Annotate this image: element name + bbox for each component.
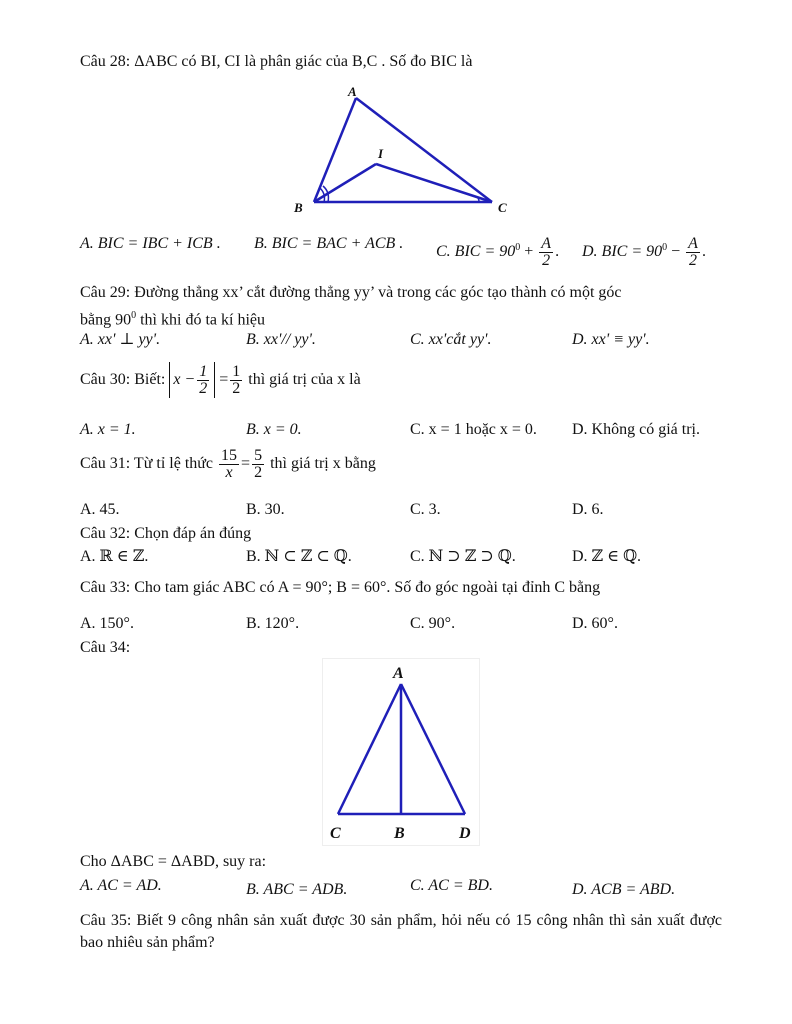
q28-option-d-fraction xyxy=(686,236,700,269)
q30-den1: 2 xyxy=(199,380,208,398)
q30-fraction-1 xyxy=(197,364,209,397)
q34-option-c[interactable]: C. AC = BD. xyxy=(410,877,493,894)
q28-option-a[interactable]: A. BIC = IBC + ICB . xyxy=(80,235,221,252)
q30-num1: 1 xyxy=(199,363,208,381)
q28-option-d-num: A xyxy=(688,235,698,252)
q30-stem-pre: Câu 30: Biết: xyxy=(80,371,166,388)
q34-label-b: B xyxy=(394,825,405,842)
q34-triangle-figure xyxy=(322,658,480,846)
q28-option-d[interactable] xyxy=(582,236,706,269)
q32-option-b[interactable]: B. ℕ ⊂ ℤ ⊂ ℚ. xyxy=(246,548,352,565)
q28-label-c: C xyxy=(498,200,507,215)
q28-option-d-op: − xyxy=(667,243,685,261)
q28-bisector-ci xyxy=(376,164,492,202)
q28-option-c-den: 2 xyxy=(542,252,551,269)
q28-angle-mark-b xyxy=(320,188,325,202)
q30-num2: 1 xyxy=(232,362,241,380)
q28-option-d-prefix: D. BIC = 90 xyxy=(582,243,663,261)
q29-stem-line2-pre: bằng 90 xyxy=(80,311,132,329)
q28-triangle-figure xyxy=(288,82,518,218)
q30-option-a[interactable]: A. x = 1. xyxy=(80,421,136,438)
q31-option-b[interactable]: B. 30. xyxy=(246,501,285,518)
q31-stem-post: thì giá trị x bằng xyxy=(270,455,376,472)
q31-stem xyxy=(80,446,376,482)
q29-option-d[interactable]: D. xx' ≡ yy'. xyxy=(572,331,650,348)
q28-label-a: A xyxy=(348,84,357,99)
q31-den1: x xyxy=(225,463,233,481)
q31-option-c[interactable]: C. 3. xyxy=(410,501,441,518)
q30-option-d[interactable]: D. Không có giá trị. xyxy=(572,421,700,438)
q29-option-a[interactable]: A. xx' ⊥ yy'. xyxy=(80,331,161,348)
q28-stem: Câu 28: ΔABC có BI, CI là phân giác của B,C . Số đo BIC là xyxy=(80,53,473,70)
q31-fraction-1 xyxy=(219,448,239,481)
q30-stem-post: thì giá trị của x là xyxy=(248,371,361,388)
q34-label-c: C xyxy=(330,825,341,842)
q28-option-d-degree: 0 xyxy=(662,241,668,253)
q34-label-d: D xyxy=(459,825,471,842)
q30-abs-var: x − xyxy=(173,371,196,389)
q31-option-a[interactable]: A. 45. xyxy=(80,501,120,518)
q28-option-c-prefix: C. BIC = 90 xyxy=(436,243,516,261)
q29-stem-line2 xyxy=(80,306,265,330)
q30-option-c[interactable]: C. x = 1 hoặc x = 0. xyxy=(410,421,537,438)
q33-option-b[interactable]: B. 120°. xyxy=(246,615,300,632)
q28-label-b: B xyxy=(294,200,303,215)
q30-stem xyxy=(80,362,361,398)
q30-eq: = xyxy=(219,371,229,388)
q28-option-d-den: 2 xyxy=(689,252,698,269)
q31-num2: 5 xyxy=(254,446,263,464)
q34-option-a[interactable]: A. AC = AD. xyxy=(80,877,162,894)
q30-absolute-value xyxy=(169,362,215,398)
q33-stem: Câu 33: Cho tam giác ABC có A = 90°; B = 60°. Số đo góc ngoài tại đỉnh C bằng xyxy=(80,579,601,596)
q34-side-ac xyxy=(338,684,401,814)
q28-option-c-suffix: . xyxy=(555,243,560,261)
q29-option-b[interactable]: B. xx'// yy'. xyxy=(246,331,316,348)
q28-option-c-num: A xyxy=(541,235,552,252)
q34-side-ad xyxy=(401,684,465,814)
q28-option-c-fraction xyxy=(539,236,553,269)
q28-angle-mark-c xyxy=(478,198,479,202)
q32-option-a[interactable]: A. ℝ ∈ ℤ. xyxy=(80,548,149,565)
q31-option-d[interactable]: D. 6. xyxy=(572,501,604,518)
q29-stem-line1: Câu 29: Đường thẳng xx’ cắt đường thẳng yy’ và trong các góc tạo thành có một góc xyxy=(80,284,622,301)
q28-option-c-op: + xyxy=(520,243,538,261)
q34-option-b[interactable]: B. ABC = ADB. xyxy=(246,881,348,898)
q31-den2: 2 xyxy=(254,463,263,481)
q29-option-c[interactable]: C. xx'cắt yy'. xyxy=(410,331,492,348)
q31-eq: = xyxy=(241,455,251,472)
q34-stem: Câu 34: xyxy=(80,639,131,656)
q33-option-d[interactable]: D. 60°. xyxy=(572,615,618,632)
q28-option-c[interactable] xyxy=(436,236,559,269)
q31-num1: 15 xyxy=(221,446,238,464)
q30-fraction-2 xyxy=(230,364,242,397)
q28-option-c-degree: 0 xyxy=(515,241,521,253)
q33-option-c[interactable]: C. 90°. xyxy=(410,615,456,632)
q32-stem: Câu 32: Chọn đáp án đúng xyxy=(80,525,252,542)
q28-label-i: I xyxy=(378,146,384,161)
q28-side-ac xyxy=(356,98,492,202)
q29-stem-line2-post: thì khi đó ta kí hiệu xyxy=(136,311,265,329)
q28-option-b[interactable]: B. BIC = BAC + ACB . xyxy=(254,235,404,252)
q34-label-a: A xyxy=(393,665,404,682)
q30-option-b[interactable]: B. x = 0. xyxy=(246,421,302,438)
q32-option-c[interactable]: C. ℕ ⊃ ℤ ⊃ ℚ. xyxy=(410,548,516,565)
q33-option-a[interactable]: A. 150°. xyxy=(80,615,134,632)
q29-stem-line2-sup: 0 xyxy=(131,310,137,321)
q34-option-d[interactable]: D. ACB = ABD. xyxy=(572,881,676,898)
q30-den2: 2 xyxy=(232,379,241,397)
q35-stem: Câu 35: Biết 9 công nhân sản xuất được 30 sản phẩm, hỏi nếu có 15 công nhân thì sản xuất được bao nhiêu sản phẩm? xyxy=(80,912,722,951)
q31-stem-pre: Câu 31: Từ tỉ lệ thức xyxy=(80,455,214,472)
q31-fraction-2 xyxy=(252,448,264,481)
q32-option-d[interactable]: D. ℤ ∈ ℚ. xyxy=(572,548,642,565)
q34-given: Cho ΔABC = ΔABD, suy ra: xyxy=(80,853,267,870)
q28-option-d-suffix: . xyxy=(701,243,706,261)
q28-bisector-bi xyxy=(314,164,376,202)
q28-side-ab xyxy=(314,98,356,202)
